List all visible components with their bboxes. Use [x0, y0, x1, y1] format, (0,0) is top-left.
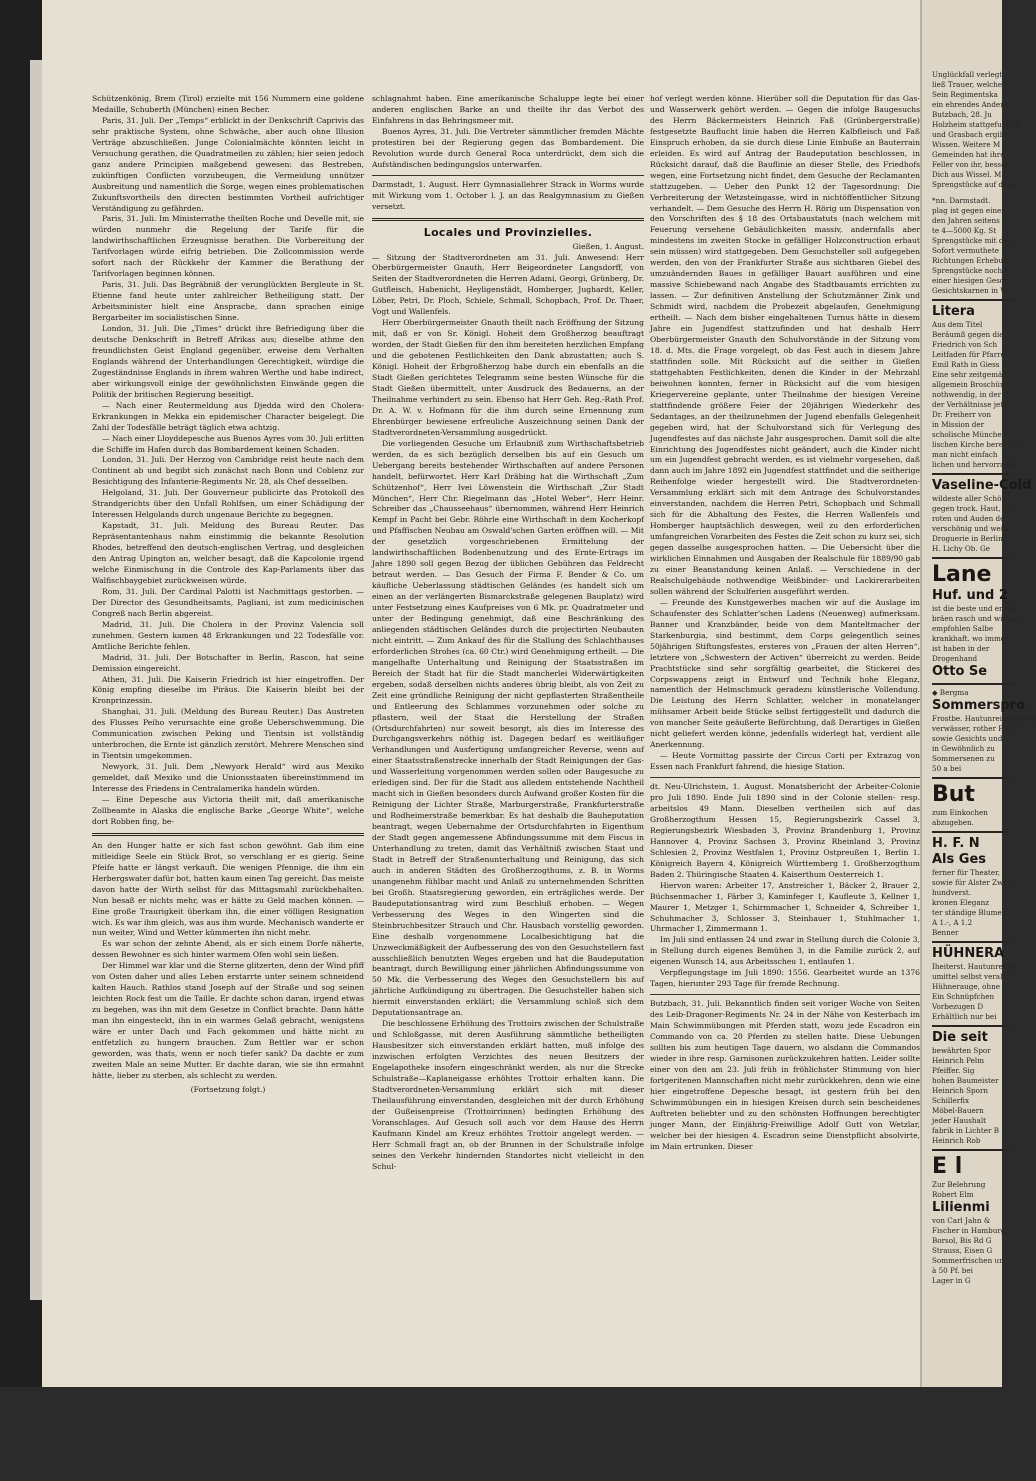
text-line: allgemein Broschüre [932, 380, 1008, 389]
text-line: ter ständige Blumen [932, 908, 1007, 917]
paragraph: Die vorliegenden Gesuche um Erlaubniß zum Wirthschaftsbetrieb werden, da es sich bezüglich derselben bis auf ein Gesuch um Uebergang bereits bestehender Wirthschaften auf andere Personen handelt, befürwortet. Herr Karl Dräbing hat die Wirthschaft „Zum Schützenhof“, Herr Ivei Löwenstein die Wirthschaft „Zur Stadt München“, Herr Chr. Riegelmann das „Hotel Weber“, Herr Heinr. Schreiber das „Chausseehaus“ übernommen, während Herr Heinrich Kempf in Pacht bei Gebr. Röhrle eine Wirthschaft in dem Kocherkopf und Pfaffischen Neubau am Oswald'schen Garten eröffnen will. — Mit der gesetzlich vorgeschriebenen Ermittelung der landwirthschaftlichen Bodenbenutzung und des Ernte-Ertrags im Jahre 1890 soll gegen Bezug der üblichen Gebühren das Feldrecht betraut werden. — Das Gesuch der Firma F. Bender & Co. um käufliche Ueberlassung städtischen Geländes (es handelt sich um einen an der verlängerten Bismarckstraße gelegenen Bauplatz) wird unter Festsetzung eines Kaufpreises von 6 Mk. pr. Quadratmeter und unter der Bedingung genehmigt, daß eine Beschränkung des anliegenden städtischen Geländes durch die projectirten Neubauten nicht eintritt. — Zum Ankauf des für die Stallung des Schlachthauses erforderlichen Strohes (ca. 60 Ctr.) wird Genehmigung ertheilt. — Die mangelhafte Unterhaltung und Reinigung der Staatsstraßen im Bereich der Stadt hat für die Stadt mancherlei Widerwärtigkeiten ergeben, sodaß derselben nichts anderes übrig bleibt, als von Zeit zu Zeit eine gründliche Reinigung der nicht gepflasterten Straßentheile und Entleerung des Schlammes vorzunehmen oder solche zu pflastern, weil der Staat die Herstellung der Straßen (Ortsdurchfahrten) nur soweit besorgt, als dies im Interesse des Durchgangsverkehrs nöthig ist. Dagegen bedarf es weitläufiger Verhandlungen und Ausfertigung umfangreicher Reverse, wenn auf einer Staatsstraßenstrecke innerhalb der Stadt Reinigungen der Gas- und Wasserleitung vorgenommen werden sollen oder Baugesuche zu erledigen sind. Der für die Stadt aus alledem entstehende Nachtheil macht sich in Gießen besonders durch Aufwand großer Kosten für die Reinigung der Lichter Straße, Marburgerstraße, Frankfurterstraße und Rodheimerstraße bemerkbar. Es hat deshalb die Bauheputation beantragt, wegen Uebernahme der Ortsdurchfahrten in Eigenthum der Stadt gegen angemessene Abfindungssumme mit dem Fiscus in Unterhandlung zu treten, damit das Verhältniß zwischen Staat und Stadt in Betreff der Straßenunterhaltung und Reinigung, das sich auch in anderen Städten des Großherzogthums, z. B. in Worms unangenehm fühlbar macht und Anlaß zu unternehmenden Schritten bei Großh. Staatsregierung geworden, ein erträgliches werde. Der Baudeputationsantrag wird zum Beschluß erhoben. — Wegen Verbesserung des Weges in den Wingerten sind die Steinbruchbesitzer Strauch und Chr. Hausbach vorstellig geworden. Eine deshalb vorgenommene Localbesichtigung hat die Unzweckmäßigkeit der Aufbesserung des von den Gesuchstellern fast ausschließlich benutzten Weges ergeben und hat die Baudeputation beantragt, durch Bewilligung einer jährlichen Abfindungssumme von 50 Mk. die Verbesserung des Weges den Gesuchstellern bis auf jährliche Aufkündigung zu übertragen. Die Gesuchsteller haben sich hiermit einverstanden erklärt; die Versammlung schloß sich dem Deputationsantrage an. [372, 438, 644, 1018]
text-line: nothwendig, in der [932, 390, 1002, 399]
paragraph: London, 31. Juli. Der Herzog von Cambridge reist heute nach dem Continent ab und begibt sich zunächst nach Bonn und Coblenz zur Besichtigung des Infanterie-Regiments Nr. 28, als Chef desselben. [92, 455, 364, 487]
text-line: man nicht einfach [932, 450, 998, 459]
text-line: Dich aus Wissel. M [932, 170, 1002, 179]
rule [932, 299, 1012, 301]
rule [932, 777, 1012, 779]
ad-heading-lilien: Lilienmi [932, 1200, 990, 1215]
text-line: Dr. Freiherr von [932, 410, 992, 419]
text-line: abzugeben. [932, 818, 974, 827]
feuilleton-story [92, 841, 364, 1095]
text-line: fabrik in Lichter B [932, 1126, 1000, 1135]
text-line: ließ Trauer, welche [932, 80, 1003, 89]
paragraph: — Freunde des Kunstgewerbes machen wir auf die Auslage im Schaufenster des Schlatter'schen Ladens (Neuenweg) aufmerksam. Banner und Kranzbänder, beide von dem Manteltmacher der Starkenburgia, sind bestimmt, dem Corps gelegentlich seines 50jährigen Stiftungsfestes, ersteres von „Frauen der alten Herren“, letztere von „Schwestern der Activen“ überreicht zu werden. Beide Prachtstücke sind sehr sorgfältig gearbeitet, die Stickerei des Corpswappens zeigt in Entwurf und Technik hohe Eleganz, namentlich der Helmschmuck geradezu künstlerische Vollendung. Die Leistung des Herrn Schlatter, welcher in monatelanger mühsamer Arbeit beide Stücke selbst fertiggestellt und dadurch die von mancher Seite geäußerte Befürchtung, daß Derartiges in Gießen nicht geliefert werden könne, jedenfalls widerlegt hat, verdient alle Anerkennung. [650, 597, 920, 750]
text-line: Ein Schnüpfchen [932, 992, 995, 1001]
paragraph: Darmstadt, 1. August. Herr Gymnasiallehrer Strack in Worms wurde mit Wirkung vom 1. October l. J. an das Realgymnasium zu Gießen versetzt. [372, 179, 644, 211]
text-line: wildeste aller Schön [932, 494, 1007, 503]
text-line: *nn. Darmstadt. [932, 196, 991, 205]
text-line: Drogenhand [932, 654, 978, 663]
text-line: Heinrich Sporn [932, 1086, 989, 1095]
paragraph: schlagnahmt haben. Eine amerikanische Schaluppe legte bei einer anderen englischen Barke an und theilte ihr das Verbot des Einfahrens in das Behringsmeer mit. [372, 94, 644, 125]
text-line: und Grasbach ergibt [932, 130, 1008, 139]
text-line: Sprengstücke noch v [932, 266, 1009, 275]
paragraph: Hiervon waren: Arbeiter 17, Anstreicher 1, Bäcker 2, Brauer 2, Büchsenmacher 1, Färber 3, Kaminfeger 1, Kaufleute 3, Kellner 1, Maurer 1, Metzger 1, Schirmmacher 1, Schneider 4, Schreiber 1, Schuhmacher 3, Schlosser 3, Steinhauer 1, Stuhlmacher 1, Uhrmacher 1, Zimmermann 1. [650, 880, 920, 934]
text-line: bräen rasch und wirksa [932, 614, 1019, 623]
text-line: kronen Eleganz [932, 898, 990, 907]
text-line: ◆ Bergma [932, 688, 969, 697]
ad-heading-vaseline: Vaseline-Cold [932, 478, 1032, 493]
paragraph: — Nach einer Lloyddepesche aus Buenos Ayres vom 30. Juli erlitten die Schiffe im Hafen durch das Bombardement keinen Schaden. [92, 433, 364, 454]
rule [932, 473, 1012, 475]
paragraph: Es war schon der zehnte Abend, als er sich einem Dorfe näherte, dessen Bewohner es sich hinter warmem Ofen wohl sein ließen. [92, 939, 364, 960]
text-line: zum Einkochen [932, 808, 988, 817]
text-line: Friedrich von Sch [932, 340, 998, 349]
text-line: Droguerie in Berlin, [932, 534, 1005, 543]
text-line: Wissen. Weitere M [932, 140, 1001, 149]
paragraph: An den Hunger hatte er sich fast schon gewöhnt. Gab ihm eine mitleidige Seele ein Stück Brot, so verschlang er es gierig. Seine Pfeife hatte er längst verkauft. Die wenigen Pfennige, die ihm ein Herbergswater dafür bot, hatten kaum einen Tag gereicht. Das meiste davon hatte der Wirth selbst für das Mittagsmahl zurückbehalten. Nun besaß er nichts mehr, was er hätte zu Geld machen können. — Eine große Traurigkeit überkam ihn, die einer völligen Resignation wich. Es war ihm gleich, was aus ihm wurde. Mechanisch wanderte er nun weiter, Wind und Wetter kümmerten ihn nicht mehr. [92, 840, 364, 938]
paragraph: hof verlegt werden könne. Hierüber soll die Deputation für das Gas- und Wasserwerk gehört werden. — Gegen die infolge Baugesuchs des Herrn Bäckermeisters Heinrich Faß (Grünbergerstraße) festgesetzte Bauflucht linie haben die Herren Kalbfleisch und Faß Einspruch erhoben, da sie durch diese Linie Einbuße an Bauterrain erleiden. Es wird auf Antrag der Baudeputation beschlossen, in Rücksicht darauf, daß die Bauflinie an dieser Stelle, des Friedhofs wegen, eine Fortsetzung nicht findet, dem Gesuche der Reclamanten stattzugeben. — Ueber den Punkt 12 der Tagesordnung: Die Verbreiterung der Wetzsteingasse, wird in nichtöffentlicher Sitzung verhandelt. — Dem Gesuche des Herrn H. Rörig um Dispensation von den Vorschriften des § 18 des Ortsbaustatuts (nach welchem mit Feuerung versehene Gebäulichkeiten massiv, andernfalls aber mindestens im zweiten Stocke in gefälliger Holzconstruction erbaut sein müssen) wird stattgegeben. Dem Gesuchsteller soll aufgegeben werden, den von der Frankfurter Straße aus sichtbaren Giebel des umzuändernden Baues in gefälliger Bauart ausführen und eine massive Schiebewand nach Angabe des Stadtbauamts errichten zu lassen. — Zur definitiven Anstellung der Schutzmänner Zink und Schmidt wird, nachdem die Probezeit abgelaufen, Genehmigung ertheilt. — Nach dem bisher eingehaltenen Turnus hätte in diesem Jahre ein Jugendfest stattzufinden und hat deshalb Herr Oberbürgermeister Gnauth den Schulvorstände in der Sitzung vom 18. d. Mts. die Frage vorgelegt, ob das Fest auch in diesem Jahre stattfinden solle. Mit Rücksicht auf die seither in Gießen stattgehabten Festlichkeiten, denen die Kinder in der Mehrzahl beiwohnen konnten, ferner in Rücksicht auf die vom hiesigen Kriegervereine geplante, unter Theilnahme der hiesigen Vereine stattfindende größere Feier der 20jährigen Wiederkehr des Sedantages, an der theilzunehmen der Jugend ebenfalls Gelegenheit gegeben wird, hat der Schulvorstand sich für Verlegung des Jugendfestes auf das nächste Jahr ausgesprochen. Damit soll die alte Einrichtung des Jugendfestes nicht geändert, auch die Kinder nicht um ein Jugendfest gebracht werden, es ist vielmehr vorgesehen, daß dann auch im Jahre 1892 ein Jugendfest stattfindet und die seitherige Reihenfolge wieder hergestellt wird. Die Stadtverordneten-Versammlung erklärt sich mit dem Antrage des Schulvorstandes einverstanden, nachdem die Herren Petri, Schopbach und Schmall sich für die Abhaltung des Festes, die Herren Wallenfels und Homberger hauptsächlich deswegen, weil zu den erforderlichen umfangreichen Vorarbeiten des Festes die Zeit schon zu kurz sei, sich gegen dasselbe ausgesprochen hatten. — Die Uebersicht über die wirklichen Einnahmen und Ausgaben der Realschule für 1889/90 gab zu einer Beanstandung keinen Anlaß. — Verschiedene in der Realschulgebäude nothwendige Weißbinder- und Lackirerarbeiten sollen während der Schulferien ausgeführt werden. [650, 94, 920, 596]
adjacent-page-edge [920, 0, 1036, 1387]
paragraph: Madrid, 31. Juli. Der Botschafter in Berlin, Rascon, hat seine Demission eingereicht. [92, 652, 364, 673]
text-line: Beräumß gegen die [932, 330, 1004, 339]
rule [932, 557, 1012, 559]
text-line: Robert Elm [932, 1190, 974, 1199]
divider [372, 175, 644, 176]
text-line: ferner für Theater, a [932, 868, 1007, 877]
text-line: roten und Auden de [932, 514, 1005, 523]
paragraph: Athen, 31. Juli. Die Kaiserin Friedrich ist hier eingetroffen. Der König empfing dieselbe im Piräus. Die Kaiserin bleibt bei der Kronprinzessin. [92, 674, 364, 706]
heading-litera: Litera [932, 304, 975, 319]
feuilleton-divider [92, 833, 364, 836]
text-line: Schillerfix [932, 1096, 970, 1105]
text-line: Sprengstücke mit den [932, 236, 1013, 245]
text-line: Strauss, Eisen G [932, 1246, 993, 1255]
ad-heading-lane: Lane [932, 562, 992, 587]
text-line: plag ist gegen einen [932, 206, 1006, 215]
text-line: in Mission der [932, 420, 985, 429]
text-line: lischen Kirche berechtig [932, 440, 1022, 449]
text-line: Gesichtskarnen in W [932, 286, 1008, 295]
text-line: Feller von ihr, besser [932, 160, 1009, 169]
paragraph: Buenos Ayres, 31. Juli. Die Vertreter sämmtlicher fremden Mächte protestiren bei der Regierung gegen das Bombardement. Die Revolution wurde durch General Roca unterdrückt, dem sich die Aufständischen bedingungslos unterwarfen. [372, 126, 644, 169]
section-rule [372, 218, 644, 221]
paragraph: London, 31. Juli. Die „Times“ drückt ihre Befriedigung über die deutsche Denkschrift in Betreff Afrikas aus; dieselbe athme den freundlichsten Geist England gegenüber, erweise dem Verhalten Englands während der Unterhandlungen Gerechtigkeit, würdige die Zugeständnisse Englands in ihrem wahren Werthe und habe indirect, aber wirkungsvoll einige der gewöhnlichsten Einwände gegen die Politik der britischen Regierung beseitigt. [92, 324, 364, 399]
text-line: Erhältlich nur bei [932, 1012, 997, 1021]
paragraph: Kapstadt, 31. Juli. Meldung des Bureau Reuter. Das Repräsentantenhaus nahm einstimmig die bekannte Resolution Rhodes, betreffend den deutsch-englischen Vertrag, und desgleichen den Antrag Upington an, welcher besagt, daß die Kapcolonie irgend welche Einmischung in die Controle des Kap-Parlaments über das Walfischbaygebiet zurückweisen würde. [92, 521, 364, 585]
text-line: Heinrich Pelm [932, 1056, 985, 1065]
text-line: A 1.-, A 1.2 [932, 918, 973, 927]
dateline: Gießen, 1. August. [572, 241, 644, 251]
text-line: umittel selbst veralt [932, 972, 1006, 981]
text-line: Heinrich Rob [932, 1136, 981, 1145]
text-line: Holzheim stattgefunden [932, 120, 1020, 129]
text-line: Gemeinden hat ihre [932, 150, 1005, 159]
text-line: in Gewöhnlich zu [932, 744, 995, 753]
text-line: Emil Rath in Giess [932, 360, 1000, 369]
rule [932, 1025, 1012, 1027]
text-line: verschönig und weiß [932, 524, 1008, 533]
paragraph: Madrid, 31. Juli. Die Cholera in der Provinz Valencia soll zunehmen. Gestern kamen 48 Erkrankungen und 22 Todesfälle vor. Amtliche Berichte fehlen. [92, 619, 364, 651]
ad-heading-seit: Die seit [932, 1030, 988, 1045]
paragraph: Herr Oberbürgermeister Gnauth theilt nach Eröffnung der Sitzung mit, daß er von Sr. Königl. Hoheit dem Großherzog beauftragt worden, der Stadt Gießen für den ihm bereiteten herzlichen Empfang und die gebotenen Festlichkeiten den Dank abzustatten; auch S. Königl. Hoheit der Erbgroßherzog habe durch ein ebenfalls an die Stadt Gießen gerichtetes Telegramm seine besten Wünsche für die Stadt Gießen übermittelt, unter Ausdruck des Bedauerns, an der Theilnahme verhindert zu sein. Ebenso hat Herr Geh. Reg.-Rath Prof. Dr. A. W. v. Hofmann für die ihm durch seine Ernennung zum Ehrenbürger bewiesene erfreuliche Auszeichnung seinen Dank der Stadtverordneten-Versammlung ausgedrückt. [372, 318, 644, 437]
text-line: te 4—5000 Kg. St [932, 226, 997, 235]
text-line: Hühnerauge, ohne [932, 982, 1001, 991]
text-line: 50 a bei [932, 764, 962, 773]
text-line: jeder Haushalt [932, 1116, 987, 1125]
ad-heading-sommer: Sommerspro [932, 698, 1025, 713]
text-line: Möbel-Bauern [932, 1106, 984, 1115]
text-line: Aus dem Titel [932, 320, 983, 329]
adjacent-page-content [932, 70, 1036, 1286]
paragraph: — Sitzung der Stadtverordneten am 31. Juli. Anwesend: Herr Oberbürgermeister Gnauth, Herr Beigeordneter Langsdorff, von Seiten der Stadtverordneten die Herren Adami, Georgi, Grünberg, Dr. Gutfleisch, Habenicht, Heyligenstädt, Homberger, Jughardt, Keller, Löber, Petri, Dr. Ploch, Schiele, Schmall, Schopbach, Prof. Dr. Thaer, Vogt und Wallenfels. [372, 252, 644, 317]
text-line: von Carl Jahn & [932, 1216, 991, 1225]
text-line: Eine sehr zeitgemäß [932, 370, 1007, 379]
text-line: Borsol, Bis Rd G [932, 1236, 992, 1245]
text-line: à 50 Pf. bei [932, 1266, 973, 1275]
column-2 [372, 94, 644, 1481]
paragraph: Im Juli sind entlassen 24 und zwar in Stellung durch die Colonie 3, in Stellung durch eigenes Bemühen 3, in die Familie zurück 2, auf eigenen Wunsch 14, aus Arbeitsscheu 1, entlaufen 1. [650, 935, 920, 967]
paragraph: Der Himmel war klar und die Sterne glitzerten, denn der Wind pfiff von Osten daher und alles Leben erstarrte unter seinem schneidend kalten Hauch. Rathlos stand Joseph auf der Straße und sog seinen leichten Rock fest um die Taille. Er dachte schon daran, irgend etwas zu begehen, was ihn mit dem Gesetze in Conflict brachte. Dann hätte man ihn eingesteckt, ihn in ein warmes Gelaß gebracht, wenigstens wäre er unter Dach und Fach gekommen und hätte nicht zu entfetzlich zu hungern brauchen. Zum Bettler war er schon geworden, was thats, wenn er noch tiefer sank? Da dachte er zum zweiten Male an seine Mutter. Er dachte daran, wie sie ihn ermahnt hätte, lieber zu sterben, als schlecht zu werden. [92, 961, 364, 1080]
paragraph: Rom, 31. Juli. Der Cardinal Palotti ist Nachmittags gestorben. — Der Director des Gesundheitsamts, Pagliani, ist zum medicinischen Congreß nach Berlin abgereist. [92, 586, 364, 618]
text-line: hundverst. [932, 888, 972, 897]
paragraph: Verpflegungstage im Juli 1890: 1556. Gearbeitet wurde an 1376 Tagen, hierunter 293 Tage für fremde Rechnung. [650, 968, 920, 989]
ad-heading-hf: H. F. N [932, 836, 980, 851]
text-line: sowie für Alster Zweck [932, 878, 1016, 887]
text-line: Sommerfrischen un [932, 1256, 1004, 1265]
text-line: ist haben in der [932, 644, 990, 653]
section-heading: Locales und Provinzielles. [423, 225, 593, 239]
continued-note: (Fortsetzung folgt.) [190, 1084, 266, 1094]
ad-heading-otto: Otto Se [932, 664, 988, 679]
paragraph: Newyork, 31. Juli. Dem „Newyork Herald“ wird aus Mexiko gemeldet, daß Mexiko und die Unionsstaaten übereinstimmend im Interesse des Friedens in Centralamerika handeln würden. [92, 762, 364, 794]
text-line: Richtungen Erhebun [932, 256, 1008, 265]
text-line: verwässer, rother Flec [932, 724, 1014, 733]
text-line: den Jahren seitens d [932, 216, 1007, 225]
text-line: Benner [932, 928, 959, 937]
text-line: Fischer in Hamburg, [932, 1226, 1008, 1235]
paragraph: Paris, 31. Juli. Das Begräbniß der verunglückten Bergleute in St. Etienne fand heute unter zahlreicher Betheiligung statt. Der Arbeitsminister hielt eine Ansprache, dann sprachen einige Bergarbeiter im socialistischen Sinne. [92, 280, 364, 323]
text-line: Frostbe. Hautunreinigkeiten [932, 714, 1036, 723]
text-line: H. Lichy Ob. Ge [932, 544, 990, 553]
text-line: scholische München [932, 430, 1007, 439]
paragraph: — Heute Vormittag passirte der Circus Corti per Extrazug von Essen nach Frankfurt fahrend, die hiesige Station. [650, 751, 920, 772]
text-line: Leitfaden für Pfarre [932, 350, 1005, 359]
text-line: Sommersenen zu [932, 754, 995, 763]
paragraph: — Nach einer Reutermeldung aus Djedda wird den Cholera-Erkrankungen in Mekka ein epidemischer Character beigelegt. Die Zahl der Todesfälle beträgt täglich etwa achtzig. [92, 400, 364, 432]
text-line: gegen trock. Haut, an [932, 504, 1012, 513]
paragraph: dt. Neu-Ulrichstein, 1. August. Monatsbericht der Arbeiter-Colonie pro Juli 1890. Ende Juli 1890 sind in der Colonie stellen- resp. arbeitslos 49 Mann. Dieselben vertheilen sich auf das Großherzogthum Hessen 15, Regierungsbezirk Cassel 3, Regierungsbezirk Wiesbaden 3, Provinz Brandenburg 1, Provinz Hannover 4, Provinz Sachsen 3, Provinz Rheinland 3, Provinz Schlesien 2, Provinz Westfalen 1, Provinz Ostpreußen 1, Berlin 1. Königreich Bayern 4, Königreich Württemberg 1. Großherzogthum Baden 2. Thüringische Staaten 4. Kaiserthum Oesterreich 1. [650, 782, 920, 879]
text-line: einer hiesigen Gesch [932, 276, 1009, 285]
text-line: Sprengstücke auf dem [932, 180, 1015, 189]
text-line: ist die beste und erfolg [932, 604, 1017, 613]
rule [932, 1149, 1012, 1151]
text-line: krankhaft. wo immer [932, 634, 1009, 643]
divider [650, 777, 920, 778]
text-line: Sofort vermuthete [932, 246, 999, 255]
rule [932, 941, 1012, 943]
paragraph: Paris, 31. Juli. Der „Temps“ erblickt in der Denkschrift Caprivis das sehr praktische System, ohne Schwäche, aber auch ohne Illusion Verträge abzuschließen. Junge Colonialmächte könnten leicht in Versuchung gerathen, die Quadratmeilen zu zählen; hier seien jedoch ganz andere Principien maßgebend gewesen: das Bestreben, zukünftigen Conflicten vorzubeugen, die Vermeidung unnützer Ausbreitung und namentlich die Sorge, wegen eines problematischen Zukunftsvortheils den directen bestimmten Vortheil aufrichtiger Verständigung zu gefährden. [92, 115, 364, 213]
ad-heading-huhner: HÜHNERA [932, 946, 1005, 961]
rule [932, 683, 1012, 685]
text-line: bewährten Spor [932, 1046, 991, 1055]
text-line: Sein Regimentska [932, 90, 998, 99]
binding-paper-strip [30, 60, 42, 1300]
news-telegrams [92, 94, 364, 828]
text-line: ein ehrendes Andenk [932, 100, 1010, 109]
paragraph: — Eine Depesche aus Victoria theilt mit, daß amerikanische Zollbeamte in Alaska die englische Barke „George White“, welche dort Robben fing, be- [92, 795, 364, 826]
divider [650, 994, 920, 995]
text-line: empfohlen Salbe [932, 624, 994, 633]
paragraph: Butzbach, 31. Juli. Bekanntlich finden seit voriger Woche von Seiten des Leib-Dragoner-Regiments Nr. 24 in der Nähe von Kesterbach im Main Schwimmübungen mit Pferden statt, wozu jede Escadron ein Commando von ca. 20 Pferden zu stellen hatte. Diese Uebungen sollten bis zum heutigen Tage dauern, wo alsdann die Commandos wieder in ihre resp. Garnisonen zurückzukehren hatten. Leider sollte einer von den am 23. Juli früh in fröhlichster Stimmung von hier fortgeritenen Mannschaften nicht mehr zurückkehren, denn wie eine hier eingetroffene Depesche besagt, ist gestern früh bei den Schwimmübungen ein in hiesigen Kreisen durch sein bescheidenes Auftreten beliebter und zu den schönsten Hoffnungen berechtigter junger Mann, der Einjährig-Freiwillige Adolf Gutt von Wetzlar, welcher bei der hiesigen 4. Escadron seine Dienstpflicht absolvirte, im Main ertrunken. Dieser [650, 999, 920, 1151]
paragraph: Schützenkönig, Brem (Tirol) erzielte mit 156 Nummern eine goldene Medaille, Schuberth (München) einen Becher. [92, 94, 364, 114]
ad-heading-e: E l [932, 1154, 963, 1179]
text-line: hohen Baumeister [932, 1076, 999, 1085]
text-line: sowie Gesichts und [932, 734, 1003, 743]
text-line: Iheiterst. Hautunreinig [932, 962, 1017, 971]
text-line: Pfeiffer. Sig [932, 1066, 975, 1075]
text-line: Lager in G [932, 1276, 971, 1285]
paragraph: Shanghai, 31. Juli. (Meldung des Bureau Reuter.) Das Austreten des Flusses Peiho verursachte eine große Ueberschwemmung. Die Communication zwischen Peking und Tientsin ist vollständig unterbrochen, die Ernte ist gänzlich zerstört. Mehrere Menschen sind in Tientsin umgekommen. [92, 707, 364, 761]
text-line: lichen und hervorragen [932, 460, 1018, 469]
ad-heading-huf: Huf. und 2 [932, 588, 1008, 603]
paragraph: Die beschlossene Erhöhung des Trottoirs zwischen der Schulstraße und Schloßgasse, mit deren Ausführung sämmtliche betheiligten Hausbesitzer sich einverstanden erklärt hatten, muß infolge des inzwischen erfolgten Verzichtes des neuen Besitzers der Engelapotheke insofern eingeschränkt werden, als nur die Strecke Schulstraße—Kaplaneigasse erhöhtes Trottoir erhalten kann. Die Stadtverordneten-Versammlung erklärt sich mit dieser Theilausführung einverstanden, desgleichen mit der durch Erhöhung der Gußeisenpreise (Trottoirrinnen) bedingten Erhöhung des Voranschlages. Auf Gesuch soll auch vor dem Hause des Herrn Kaufmann Kindel am Kreuz erhöhtes Trottoir angelegt werden. — Herr Schmall fragt an, ob der Brunnen in der Schulstraße infolge seines den Verkehr hindernden Standortes nicht vielleicht in den Schul- [372, 1019, 644, 1171]
ad-heading-als: Als Ges [932, 852, 987, 867]
dateline: Butzbach, 28. Ju [932, 110, 992, 119]
rule [932, 831, 1012, 833]
paragraph: Helgoland, 31. Juli. Der Gouverneur publicirte das Protokoll des Strandgerichts über den Unfall Rohlfsen, um einer Schädigung der Interessen Helgolands durch ungenaue Berichte zu begegnen. [92, 488, 364, 520]
column-3 [650, 94, 920, 1481]
text-line: der Verhältnisse jetz [932, 400, 1007, 409]
text-line: Unglückfall verlegt [932, 70, 1003, 79]
ad-heading-but: But [932, 782, 975, 807]
column-1 [92, 94, 364, 1481]
paragraph: Paris, 31. Juli. Im Ministerrathe theilten Roche und Develle mit, sie würden nunmehr die Regelung der Tarife für die landwirthschaftlichen Erzeugnisse berathen. Die Vorbereitung der Tarifvorlagen würde eifrig betrieben. Die Zollcommission werde sofort nach der Rückkehr der Kammer die Berathung der Tarifvorlagen beginnen können. [92, 214, 364, 279]
text-line: Zur Belehrung [932, 1180, 986, 1189]
text-line: Vorbezugen D [932, 1002, 984, 1011]
